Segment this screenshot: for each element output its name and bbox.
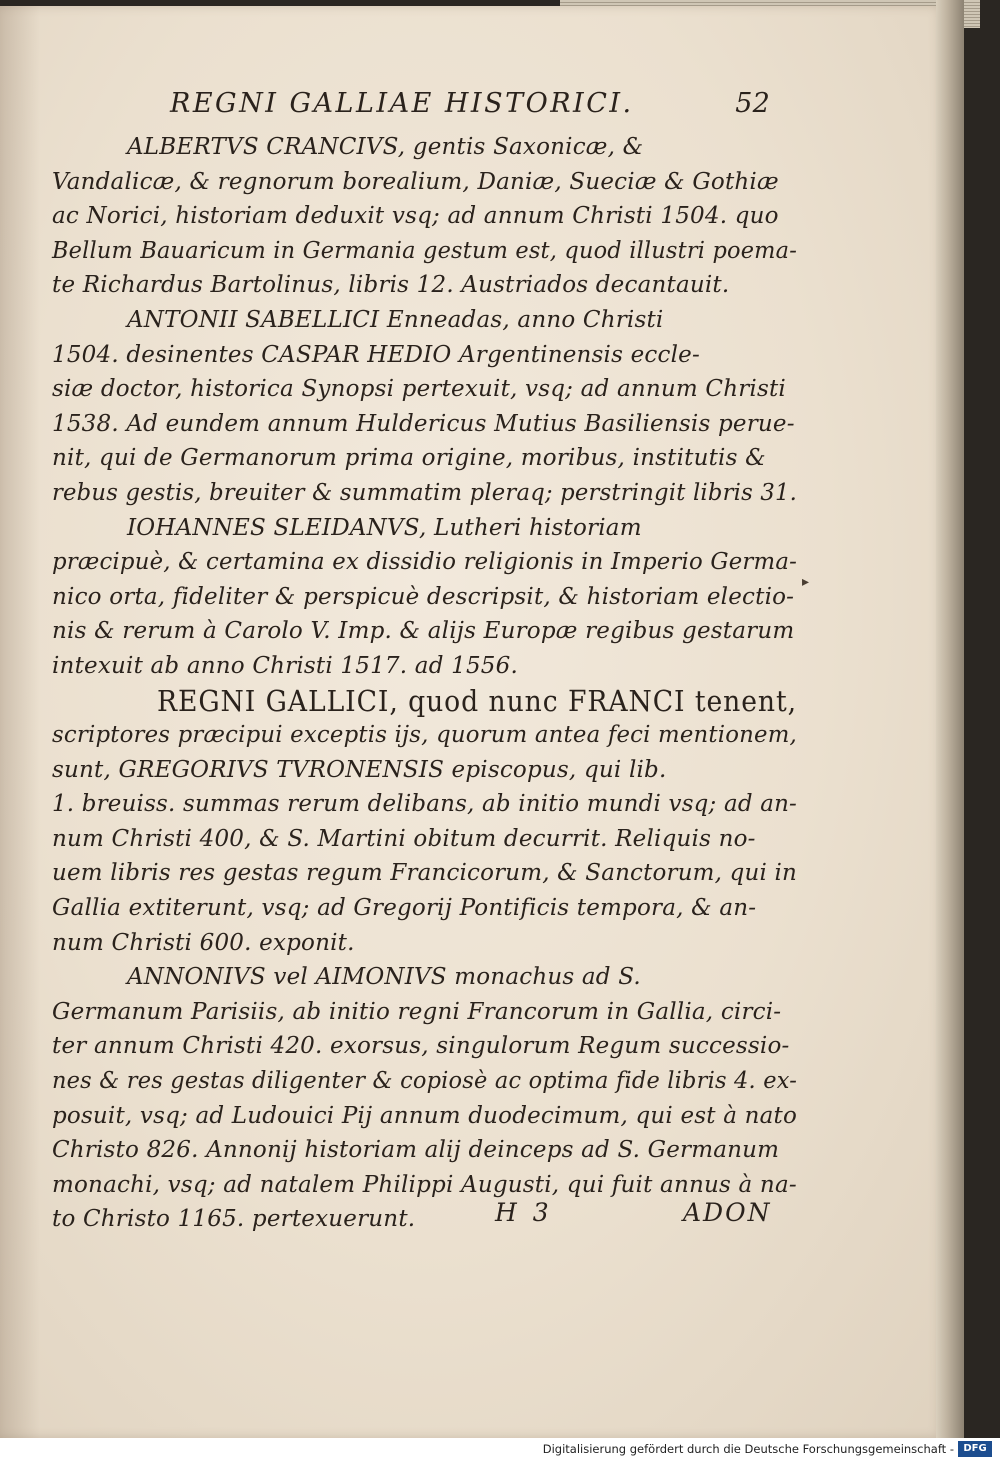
text-line: nes & res gestas diligenter & copiosè ac optima fide libris 4. ex- bbox=[52, 1068, 797, 1095]
gutter-shadow bbox=[0, 6, 40, 1438]
text-line: ac Norici, historiam deduxit vsq; ad annum Christi 1504. quo bbox=[52, 203, 779, 230]
text-line: scriptores præcipui exceptis ijs, quorum antea feci mentionem, bbox=[52, 722, 797, 749]
text-line: posuit, vsq; ad Ludouici Pij annum duodecimum, qui est à nato bbox=[52, 1102, 797, 1129]
running-header bbox=[170, 88, 790, 122]
text-line: ANNONIVS vel AIMONIVS monachus ad S. bbox=[127, 964, 641, 991]
text-line: te Richardus Bartolinus, libris 12. Austriados decantauit. bbox=[52, 272, 730, 299]
text-line: ALBERTVS CRANCIVS, gentis Saxonicæ, & bbox=[127, 134, 644, 160]
text-line: intexuit ab anno Christi 1517. ad 1556. bbox=[52, 652, 518, 679]
text-line: Gallia extiterunt, vsq; ad Gregorij Pontificis tempora, & an- bbox=[52, 895, 757, 922]
text-line: nis & rerum à Carolo V. Imp. & alijs Europæ regibus gestarum bbox=[52, 618, 795, 645]
text-line: Christo 826. Annonij historiam alij deinceps ad S. Germanum bbox=[52, 1137, 780, 1164]
credit-bar bbox=[0, 1438, 1000, 1462]
text-line: sunt, GREGORIVS TVRONENSIS episcopus, qui lib. bbox=[52, 756, 667, 783]
text-line: monachi, vsq; ad natalem Philippi Augusti, qui fuit annus à na- bbox=[52, 1171, 797, 1198]
text-line: siæ doctor, historica Synopsi pertexuit, vsq; ad annum Christi bbox=[52, 376, 786, 403]
text-line: nico orta, fideliter & perspicuè descripsit, & historiam electio- bbox=[52, 583, 795, 610]
text-line: 1538. Ad eundem annum Huldericus Mutius Basiliensis perue- bbox=[52, 410, 795, 437]
text-line: 1504. desinentes CASPAR HEDIO Argentinensis eccle- bbox=[52, 341, 700, 368]
running-title: REGNI GALLIAE HISTORICI. bbox=[170, 88, 634, 119]
text-line: ANTONII SABELLICI Enneadas, anno Christi bbox=[127, 306, 664, 333]
text-line: nit, qui de Germanorum prima origine, moribus, institutis & bbox=[52, 445, 766, 472]
text-line: 1. breuiss. summas rerum delibans, ab initio mundi vsq; ad an- bbox=[52, 791, 797, 818]
dfg-logo-icon: DFG bbox=[958, 1441, 992, 1457]
text-line: rebus gestis, breuiter & summatim pleraq; perstringit libris 31. bbox=[52, 479, 797, 506]
text-line: IOHANNES SLEIDANVS, Lutheri historiam bbox=[127, 514, 642, 541]
page-number: 52 bbox=[735, 88, 770, 119]
catchword: ADON bbox=[683, 1198, 772, 1227]
text-line: Vandalicæ, & regnorum borealium, Daniæ, Sueciæ & Gothiæ bbox=[52, 168, 779, 195]
section-heading-line: REGNI GALLICI, quod nunc FRANCI tenent, bbox=[157, 683, 797, 718]
page-footer bbox=[495, 1198, 795, 1232]
text-line: to Christo 1165. pertexuerunt. bbox=[52, 1206, 416, 1233]
text-line: uem libris res gestas regum Francicorum, & Sanctorum, qui in bbox=[52, 860, 797, 887]
page-stack-side-edge bbox=[936, 0, 964, 1438]
text-line: præcipuè, & certamina ex dissidio religionis in Imperio Germa- bbox=[52, 549, 797, 576]
funding-credit: Digitalisierung gefördert durch die Deutsche Forschungsgemeinschaft - bbox=[542, 1442, 954, 1456]
text-line: Bellum Bauaricum in Germania gestum est, quod illustri poema- bbox=[52, 237, 797, 264]
text-line: num Christi 400, & S. Martini obitum decurrit. Reliquis no- bbox=[52, 825, 756, 852]
body-text bbox=[52, 130, 797, 1237]
text-line: Germanum Parisiis, ab initio regni Francorum in Gallia, circi- bbox=[52, 998, 782, 1025]
signature-mark: H 3 bbox=[495, 1198, 553, 1227]
text-line: num Christi 600. exponit. bbox=[52, 929, 355, 956]
text-line: ter annum Christi 420. exorsus, singulorum Regum successio- bbox=[52, 1033, 790, 1060]
margin-pointer-icon: ▸ bbox=[802, 574, 810, 590]
